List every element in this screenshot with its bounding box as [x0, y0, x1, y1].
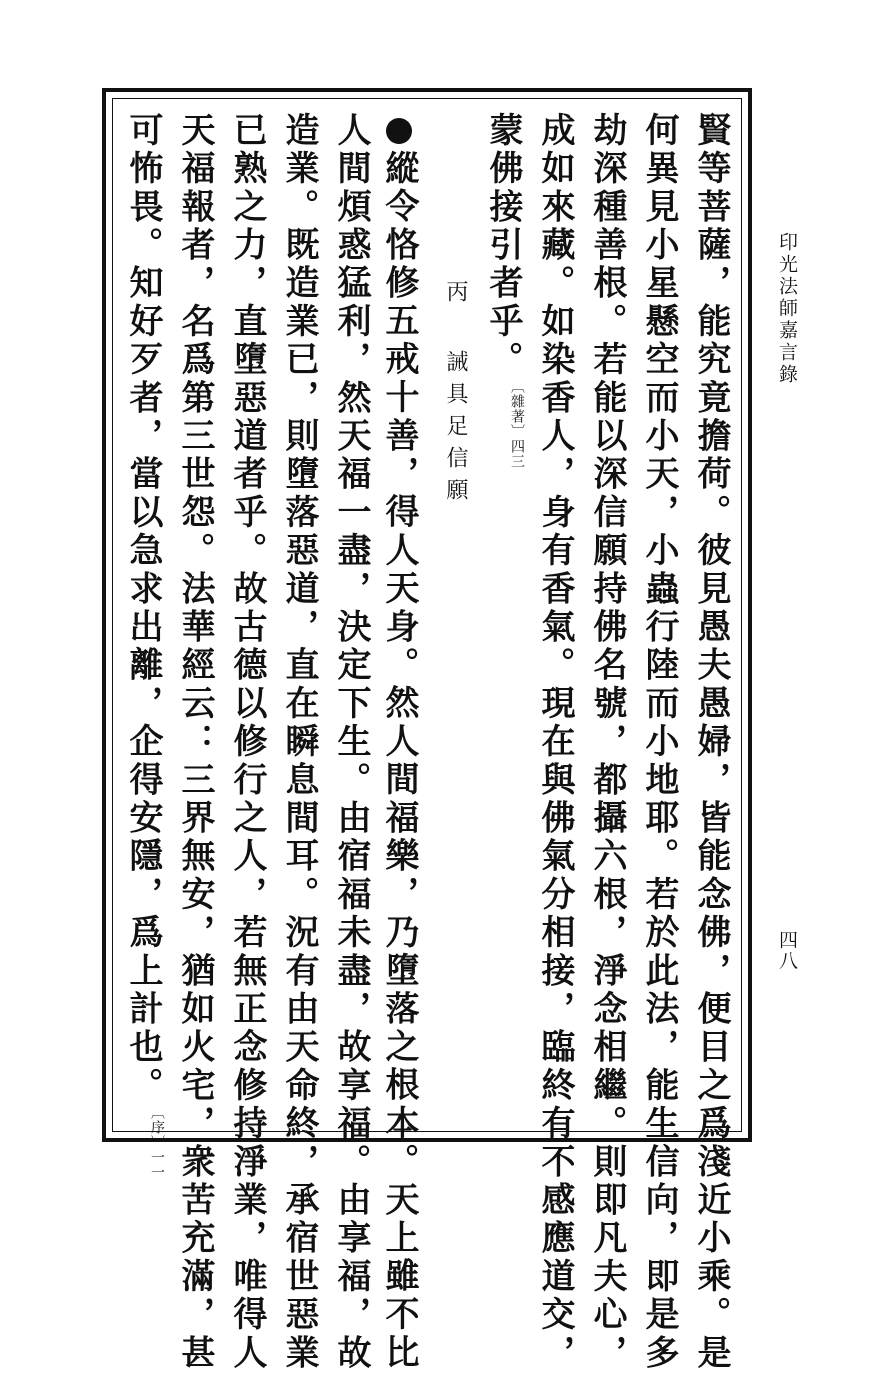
- text-column-7-body: 縱令恪修五戒十善，得人天身。然人間福樂，乃墮落之根本。天上雖不比: [379, 150, 419, 1373]
- source-note: [150, 1105, 164, 1180]
- source-note-title: 〔雜著〕: [509, 379, 525, 440]
- section-heading-number: 丙: [443, 280, 468, 312]
- text-column-12-body: 可怖畏。知好歹者，當以急求出離，企得安隱，爲上計也。: [123, 112, 163, 1106]
- running-title: 印光法師嘉言錄: [776, 232, 798, 386]
- page-number: 四八: [776, 930, 798, 972]
- section-heading: [442, 280, 468, 510]
- source-note-title: 〔序〕: [149, 1105, 165, 1151]
- text-column-8: 人間煩惑猛利，然天福一盡，決定下生。由宿福未盡，故享福。由享福，故: [331, 112, 371, 1373]
- section-heading-title: 誡具足信願: [443, 350, 468, 510]
- text-column-1: 賢等菩薩，能究竟擔荷。彼見愚夫愚婦，皆能念佛，便目之爲淺近小乘。是: [691, 112, 731, 1373]
- bullet-dot: [386, 118, 412, 144]
- text-column-4: 成如來藏。如染香人，身有香氣。現在與佛氣分相接，臨終有不感應道交，: [535, 112, 575, 1373]
- text-column-10: 已熟之力，直墮惡道者乎。故古德以修行之人，若無正念修持淨業，唯得人: [227, 112, 267, 1373]
- text-column-5-body: 蒙佛接引者乎。: [483, 112, 523, 380]
- text-column-7: [378, 118, 420, 1372]
- text-column-5: [482, 112, 524, 469]
- text-column-2: 何異見小星懸空而小天，小蟲行陸而小地耶。若於此法，能生信向，即是多: [639, 112, 679, 1373]
- text-column-9: 造業。既造業已，則墮落惡道，直在瞬息間耳。況有由天命終，承宿世惡業: [279, 112, 319, 1373]
- source-note-number: 一一: [149, 1150, 165, 1181]
- source-note-number: 四三: [509, 439, 525, 470]
- text-column-12: [122, 112, 164, 1180]
- source-note: [510, 379, 524, 469]
- text-column-11: 天福報者，名爲第三世怨。法華經云：三界無安，猶如火宅，衆苦充滿，甚: [175, 112, 215, 1373]
- text-column-3: 劫深種善根。若能以深信願持佛名號，都攝六根，淨念相繼。則即凡夫心，: [587, 112, 627, 1373]
